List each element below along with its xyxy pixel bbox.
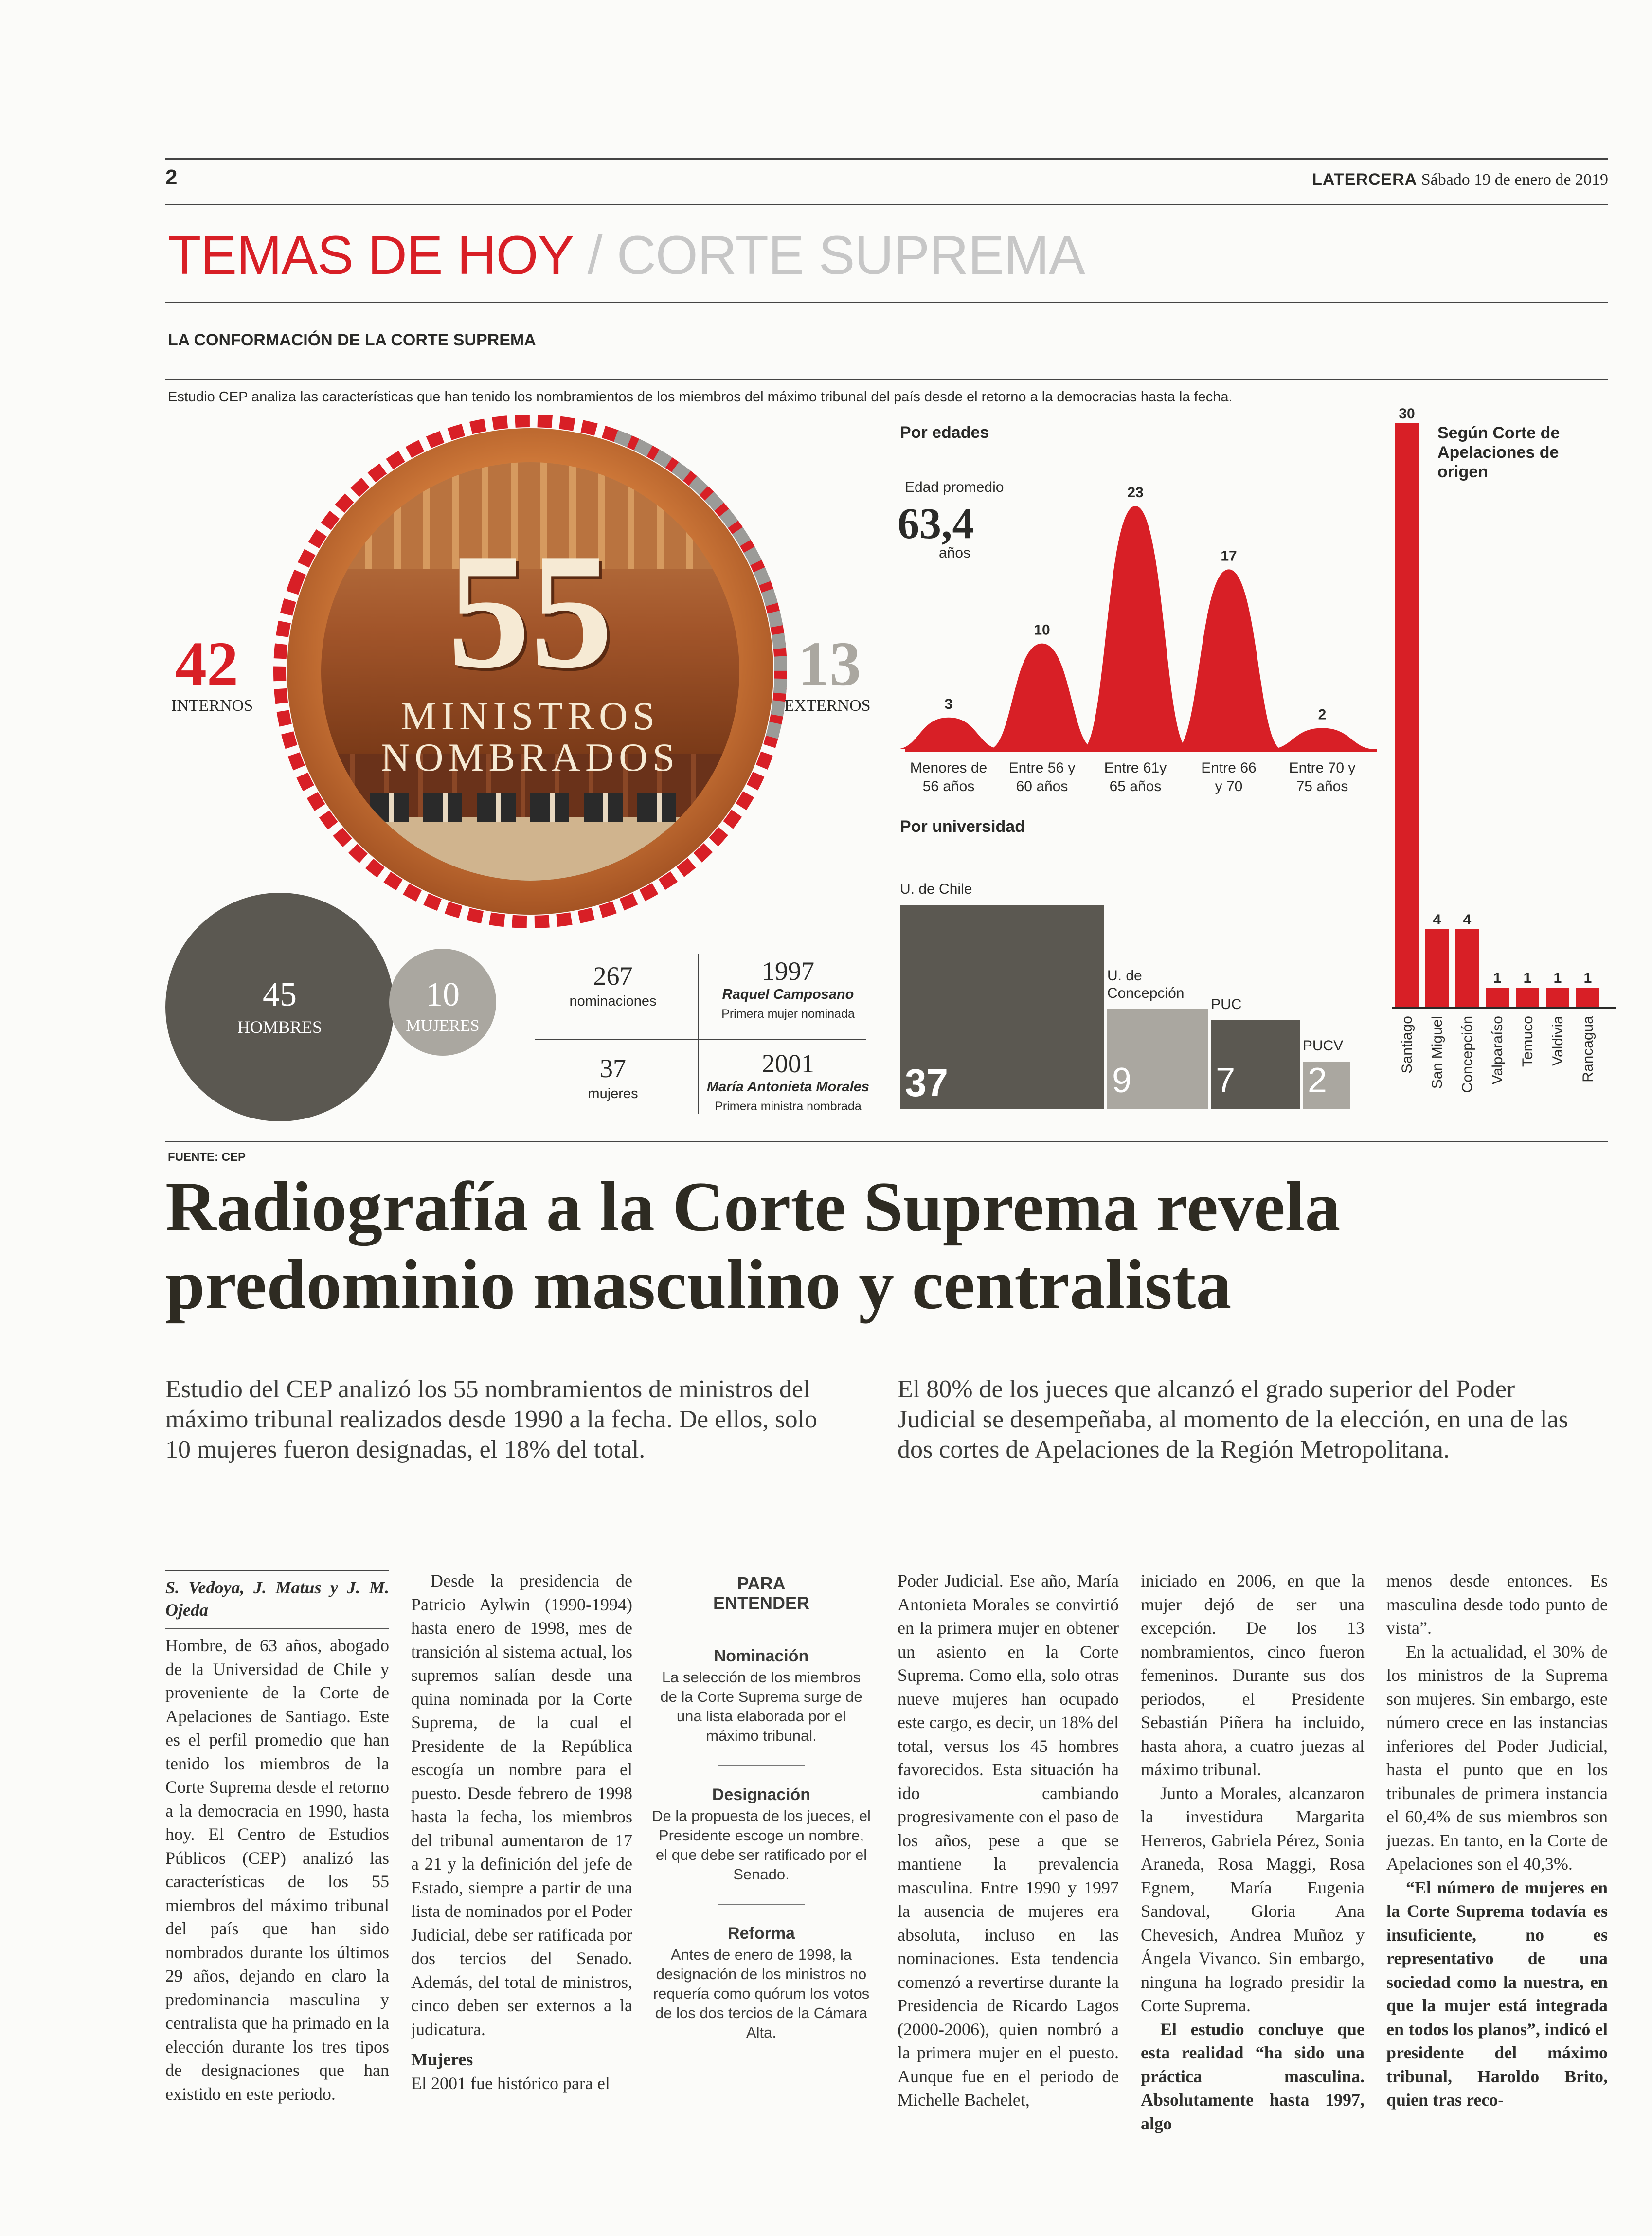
para-heading-1: Designación [712,1785,811,1804]
para-text-0: La selección de los miembros de la Corte Suprema surge de una lista elaborada por el máximo tribunal. [660,1669,862,1744]
stats-hrule [535,1039,866,1040]
section-rule [165,302,1608,303]
university-label-1: U. de Concepción [1107,967,1185,1001]
stat-label-0: nominaciones [569,993,657,1009]
col2-end: El 2001 fue histórico para el [411,2073,610,2093]
corte-label-2: Concepción [1459,1016,1475,1093]
header-rule [165,204,1608,205]
byline-bottom-rule [165,1628,389,1629]
judges-row [370,793,691,822]
age-peak-4 [1269,728,1376,749]
column-6 [1386,1569,1608,2112]
age-value-2: 23 [1127,485,1144,501]
age-peak-1 [988,644,1095,749]
university-value-1: 9 [1112,1061,1132,1100]
col4-text: Poder Judicial. Ese año, María Antonieta Morales se convirtió en la primera mujer en obtener un asiento en la Corte Suprema. Como ella, solo otras nueve mujeres han ocupado este cargo, es decir, un 18% del total, versus los 45 hombres favorecidos. Esta situación ha ido cambiando progresivamente con el paso de los años, pese a que se mantiene la prevalencia masculina. Entre 1990 y 1997 la ausencia de mujeres era absoluta, incluso en las nominaciones. Esta tendencia comenzó a revertirse durante la Presidencia de Ricardo Lagos (2000-2006), quien nombró a la primera mujer en el puesto. Aunque fue en el periodo de Michelle Bachelet, [898,1571,1119,2110]
headline-line2: predominio masculino y centralista [165,1245,1232,1324]
ministers-circle [287,428,773,915]
para-heading-2: Reforma [728,1924,795,1943]
externos-label: EXTERNOS [784,697,871,715]
milestone-note-0: Primera mujer nominada [721,1007,855,1021]
headline [165,1168,1527,1323]
kicker-rule [165,379,1608,380]
deck-right: El 80% de los jueces que alcanzó el grado superior del Poder Judicial se desempeñaba, al momento de la elección, en una de las dos cortes de Apelaciones de la Región Metropolitana. [898,1375,1568,1463]
date: Sábado 19 de enero de 2019 [1421,171,1608,189]
age-peak-3 [1175,569,1282,749]
infographic-kicker: LA CONFORMACIÓN DE LA CORTE SUPREMA [168,331,536,349]
column-4 [898,1569,1119,2112]
milestone-year-0: 1997 [762,956,814,986]
age-value-4: 2 [1318,706,1327,723]
source: FUENTE: CEP [168,1151,246,1164]
externos-number: 13 [798,629,861,699]
page-number: 2 [165,165,178,189]
corte-label-4: Temuco [1520,1016,1536,1067]
university-label-3: PUCV [1302,1038,1344,1054]
byline: S. Vedoya, J. Matus y J. M. Ojeda [165,1578,389,1620]
corte-bar-3 [1486,988,1509,1007]
col6-text-b: En la actualidad, el 30% de los ministros de la Suprema son mujeres. Sin embargo, este número crece en las instancias inferiores del Poder Judicial, hasta el punto que en los tribunales de primera instancia el 60,4% de sus miembros son juezas. En tanto, en la Corte de Apelaciones son el 40,3%. [1386,1641,1608,1874]
para-title-2: ENTENDER [713,1593,810,1613]
internos-label: INTERNOS [171,697,253,715]
subsection-name: CORTE SUPREMA [616,225,1085,286]
col5-text: iniciado en 2006, en que la mujer dejó de ser una excepción. De los 13 nombramientos, cinco fueron femeninos. Durante sus dos periodos, el Presidente Sebastián Piñera ha incluido, hasta ahora, a cuatro juezas al máximo tribunal. [1141,1571,1365,1779]
court-photo [321,462,739,881]
section-separator: / [587,225,602,286]
university-value-0: 37 [905,1061,948,1104]
corte-value-5: 1 [1553,970,1562,986]
age-value-3: 17 [1221,548,1237,564]
corte-bar-2 [1455,929,1479,1007]
age-peak-0 [895,718,1002,749]
col5-text-b: Junto a Morales, alcanzaron la investidura Margarita Herreros, Gabriela Pérez, Sonia Araneda, Rosa Maggi, Rosa Egnem, María Eugenia Sandoval, Gloria Ana Chevesich, Andrea Muñoz y Ángela Vivanco. Sin embargo, ninguna ha logrado presidir la Corte Suprema. [1141,1783,1365,2015]
mujeres-number: 10 [426,976,460,1013]
internos-number: 42 [175,629,238,699]
stat-number-0: 267 [593,961,633,991]
corte-value-3: 1 [1493,970,1502,986]
corte-label-6: Rancagua [1580,1016,1596,1082]
para-text-1: De la propuesta de los jueces, el Presidente escoge un nombre, el que debe ser ratificado por el Senado. [652,1807,871,1883]
corte-label-0: Santiago [1399,1016,1415,1074]
para-divider-1 [718,1765,805,1766]
age-chart [895,467,1382,759]
column-1 [165,1576,389,2106]
stat-label-1: mujeres [588,1086,638,1101]
col5-text-c: El estudio concluye que esta realidad “ha sido una práctica masculina. Absolutamente hasta 1997, algo [1141,2019,1365,2133]
age-category-1: Entre 56 y 60 años [1008,760,1076,794]
corte-bar-1 [1425,929,1449,1007]
milestone-name-1: María Antonieta Morales [706,1079,870,1095]
university-label-0: U. de Chile [900,881,972,897]
byline-rule [165,1570,389,1571]
average-age-value: 63,4 [898,500,974,548]
corte-value-1: 4 [1433,912,1441,928]
corte-bar-5 [1546,988,1569,1007]
bench-desk [321,817,739,881]
age-baseline [905,749,1377,752]
university-value-3: 2 [1307,1061,1327,1100]
corte-chart-title: Según Corte de Apelaciones de origen [1437,424,1560,481]
col6-text: menos desde entonces. Es masculina desde todo punto de vista”. [1386,1571,1608,1638]
average-age-label: Edad promedio [905,479,1004,495]
col2-text: Desde la presidencia de Patricio Aylwin (1990-1994) hasta enero de 1998, mes de transición al sistema actual, los supremos salían desde una quina nominada por la Corte Suprema, de la cual el Presidente de la República escogía un nombre para el puesto. Desde febrero de 1998 hasta la fecha, los miembros del tribunal aumentaron de 17 a 21 y la definición del jefe de Estado, siempre a partir de una lista de nominados por el Poder Judicial, debe ser ratificada por dos tercios del Senado. Además, del total de ministros, cinco deben ser externos a la judicatura. [411,1571,632,2039]
corte-bar-6 [1576,988,1599,1007]
stat-number-1: 37 [600,1054,626,1083]
col2-subhead: Mujeres [411,2050,473,2069]
university-label-2: PUC [1211,996,1242,1013]
total-line2: NOMBRADOS [381,735,680,779]
age-category-2: Entre 61y 65 años [1104,760,1167,794]
source-rule [165,1141,1608,1142]
para-text-2: Antes de enero de 1998, la designación de los ministros no requería como quórum los votos de los dos tercios de la Cámara Alta. [653,1946,870,2041]
corte-value-2: 4 [1463,912,1472,928]
headline-line1: Radiografía a la Corte Suprema revela [165,1167,1341,1246]
age-category-0: Menores de 56 años [910,760,988,794]
university-value-2: 7 [1216,1061,1236,1100]
university-chart [900,856,1367,1109]
corte-label-3: Valparaíso [1490,1016,1506,1085]
hombres-number: 45 [263,976,297,1013]
corte-bar-0 [1395,423,1419,1007]
column-2 [411,1569,632,2095]
column-5 [1141,1569,1365,2135]
age-value-1: 10 [1034,622,1050,638]
masthead-date [1312,170,1608,189]
age-chart-title: Por edades [900,423,989,442]
masthead: LATERCERA [1312,170,1418,189]
milestone-year-1: 2001 [762,1049,814,1078]
para-divider-2 [718,1904,805,1905]
col1-text: Hombre, de 63 años, abogado de la Universidad de Chile y proveniente de la Corte de Apelaciones de Santiago. Este es el perfil promedio que han tenido los miembros de la Corte Suprema desde el retorno a la democracia en 1990, hasta hoy. El Centro de Estudios Públicos (CEP) analizó las características de los 55 miembros del máximo tribunal del país que han sido nombrados durante los últimos 29 años, dejando en claro la predominancia masculina y centralista que ha primado en la elección durante los tres tipos de designaciones que han existido en este periodo. [165,1636,389,2104]
total-line1: MINISTROS [401,694,660,738]
age-category-4: Entre 70 y 75 años [1289,760,1356,794]
section-name: TEMAS DE HOY [168,225,573,286]
milestone-name-0: Raquel Camposano [722,987,854,1002]
university-chart-title: Por universidad [900,817,1025,836]
corte-chart [1386,404,1649,1134]
col6-text-c: “El número de mujeres en la Corte Suprema todavía es insuficiente, no es representativo de una sociedad como la nuestra, en que la mujer está integrada en todos los planos”, indicó el presidente del máximo tribunal, Haroldo Brito, quien tras reco- [1386,1877,1608,2110]
corte-label-1: San Miguel [1429,1016,1445,1089]
infographic-intro: Estudio CEP analiza las características que han tenido los nombramientos de los miembros del máximo tribunal del país desde el retorno a la democracias hasta la fecha. [168,389,1233,405]
para-spacer [652,1613,871,1647]
corte-value-0: 30 [1399,406,1415,422]
milestone-note-1: Primera ministra nombrada [715,1100,862,1113]
para-heading-0: Nominación [714,1647,809,1665]
total-number: 55 [448,519,613,703]
para-title-1: PARA [737,1573,786,1593]
corte-bar-4 [1516,988,1539,1007]
section-title [168,224,1085,287]
corte-value-4: 1 [1523,970,1532,986]
stats-vrule [698,954,699,1114]
age-category-3: Entre 66 y 70 [1201,760,1257,794]
para-entender-box [652,1574,871,2042]
hombres-label: HOMBRES [237,1017,323,1037]
corte-label-5: Valdivia [1550,1016,1566,1066]
age-value-0: 3 [944,696,953,712]
average-age-unit: años [939,545,971,561]
mujeres-label: MUJERES [406,1017,480,1035]
age-peak-2 [1082,506,1189,749]
top-rule [165,158,1608,160]
deck-left: Estudio del CEP analizó los 55 nombramientos de ministros del máximo tribunal realizados desde 1990 a la fecha. De ellos, solo 10 mujeres fueron designadas, el 18% del total. [165,1375,818,1463]
corte-baseline [1392,1007,1616,1009]
corte-value-6: 1 [1583,970,1592,986]
